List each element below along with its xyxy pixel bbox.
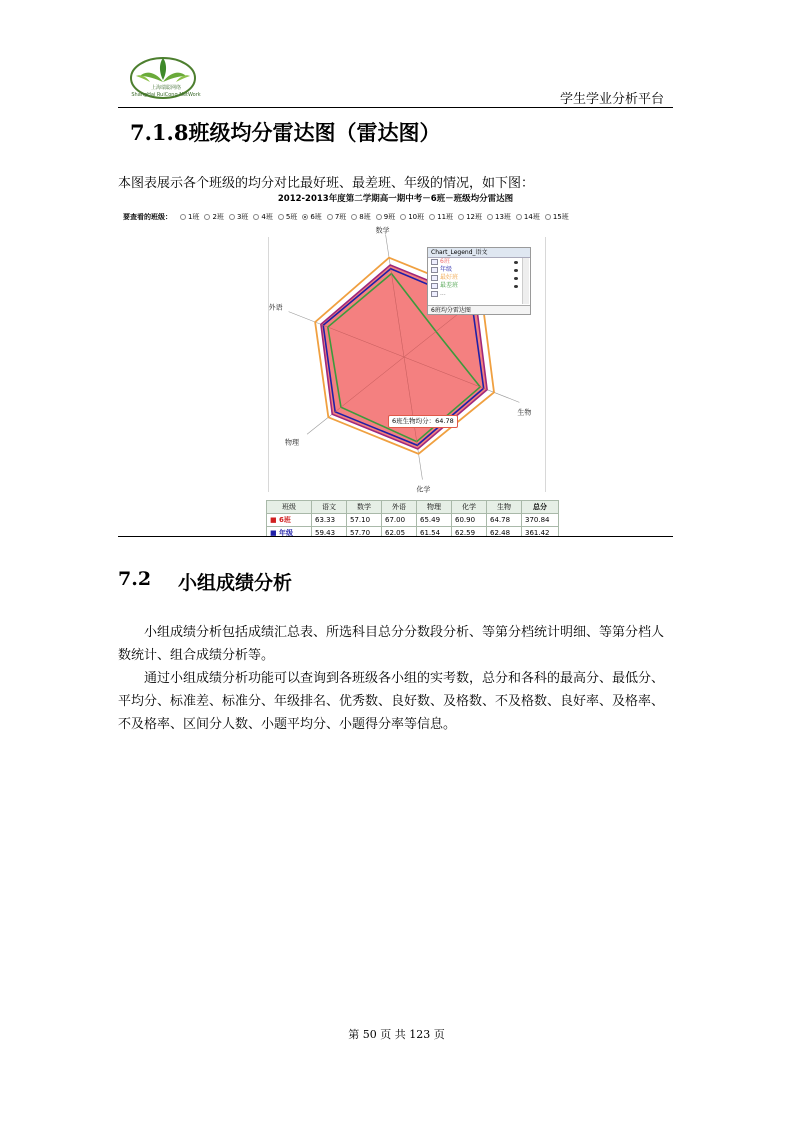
visibility-icon[interactable] <box>514 277 518 280</box>
axis-label: 数学 <box>375 226 390 235</box>
page-footer: 第 50 页 共 123 页 <box>348 1028 445 1041</box>
class-selector-label: 要查看的班级： <box>123 213 172 221</box>
legend-item[interactable] <box>428 266 530 274</box>
screenshot-bottom-rule <box>118 536 673 537</box>
class-option-label: 15班 <box>552 213 569 221</box>
legend-item-label: 6班 <box>440 258 450 265</box>
section2-number: 7.2 <box>118 568 152 590</box>
table-cell: 65.49 <box>417 514 452 527</box>
paragraph-2-text: 通过小组成绩分析功能可以查询到各班级各小组的实考数，总分和各科的最高分、最低分、平均分、标准差、标准分、年级排名、优秀数、良好数、及格数、不及格数、良好率、及格率、不及格率、区间分人数、小题平均分、小题得分率等信息。 <box>118 671 665 732</box>
table-cell: 62.59 <box>452 527 487 538</box>
chart-legend <box>427 247 531 315</box>
table-header-cell: 班级 <box>267 501 312 514</box>
legend-item[interactable] <box>428 290 530 298</box>
legend-item-label: 最差班 <box>440 282 459 289</box>
table-cell: 59.43 <box>312 527 347 538</box>
table-header-cell: 物理 <box>417 501 452 514</box>
legend-header: Chart_Legend_语文 <box>428 248 530 258</box>
table-cell: 61.54 <box>417 527 452 538</box>
table-header-cell: 语文 <box>312 501 347 514</box>
legend-item[interactable] <box>428 258 530 266</box>
series-icon <box>431 275 438 281</box>
class-option-label: 14班 <box>523 213 540 221</box>
legend-item-label: 年级 <box>440 266 453 273</box>
class-option-label: 6班 <box>310 213 322 221</box>
section2-title: 小组成绩分析 <box>178 572 293 594</box>
axis-label: 化学 <box>416 485 431 494</box>
series-icon <box>431 267 438 273</box>
axis-label: 外语 <box>268 303 283 312</box>
class-option-label: 8班 <box>359 213 371 221</box>
class-option-label: 12班 <box>466 213 482 221</box>
axis-label: 物理 <box>285 438 300 447</box>
section-title: 7.1.8班级均分雷达图（雷达图） <box>130 120 441 145</box>
legend-footer: 6班均分雷达图 <box>428 305 530 314</box>
logo-subtitle: ShangHai RuiCong NetWork <box>131 92 201 98</box>
header-title: 学生学业分析平台 <box>560 92 665 107</box>
table-cell: ■ 年级 <box>267 527 312 538</box>
table-cell: 64.78 <box>487 514 522 527</box>
class-option-label: 7班 <box>334 213 347 221</box>
table-cell: 62.48 <box>487 527 522 538</box>
class-option-label: 10班 <box>408 213 425 221</box>
table-cell: 63.33 <box>312 514 347 527</box>
score-table <box>266 500 559 537</box>
table-header-cell: 总分 <box>522 501 559 514</box>
class-option-label: 11班 <box>437 213 454 221</box>
series-icon <box>431 291 438 297</box>
paragraph-1 <box>118 621 673 667</box>
radar-chart-screenshot <box>118 192 673 537</box>
table-cell: 370.84 <box>522 514 559 527</box>
class-option-label: 1班 <box>188 213 200 221</box>
table-header-cell: 化学 <box>452 501 487 514</box>
class-option-label: 13班 <box>494 213 511 221</box>
radar-chart <box>118 192 673 537</box>
table-header-cell: 数学 <box>347 501 382 514</box>
table-cell: 67.00 <box>382 514 417 527</box>
table-header-cell: 外语 <box>382 501 417 514</box>
table-cell: 57.10 <box>347 514 382 527</box>
visibility-icon[interactable] <box>514 285 518 288</box>
chart-title: 2012-2013年度第二学期高一期中考－6班－班级均分雷达图 <box>277 194 514 204</box>
legend-scrollbar[interactable] <box>522 258 529 304</box>
table-cell: 62.05 <box>382 527 417 538</box>
visibility-icon[interactable] <box>514 269 518 272</box>
table-cell: 361.42 <box>522 527 559 538</box>
logo-name: 上海瑞聪网络 <box>150 85 181 91</box>
class-option-label: 9班 <box>383 213 396 221</box>
class-option-label: 4班 <box>261 213 273 221</box>
visibility-icon[interactable] <box>514 261 518 264</box>
header-rule <box>118 107 673 108</box>
legend-item[interactable] <box>428 282 530 290</box>
axis-label: 生物 <box>517 408 532 417</box>
table-cell: 57.70 <box>347 527 382 538</box>
series-icon <box>431 283 438 289</box>
class-option-label: 5班 <box>285 213 298 221</box>
table-header-cell: 生物 <box>487 501 522 514</box>
paragraph-1-text: 小组成绩分析包括成绩汇总表、所选科目总分分数段分析、等第分档统计明细、等第分档人数统计、组合成绩分析等。 <box>118 625 665 663</box>
legend-item-label: ... <box>440 290 446 297</box>
legend-item-label: 最好班 <box>440 274 459 281</box>
table-cell: 60.90 <box>452 514 487 527</box>
intro-text: 本图表展示各个班级的均分对比最好班、最差班、年级的情况，如下图： <box>118 176 535 191</box>
class-option-label: 2班 <box>212 213 224 221</box>
table-row <box>267 514 559 527</box>
legend-item[interactable] <box>428 274 530 282</box>
series-icon <box>431 259 438 265</box>
table-cell: ■ 6班 <box>267 514 312 527</box>
tooltip: 6班生物均分：64.78 <box>388 415 458 428</box>
class-option-label: 3班 <box>236 213 249 221</box>
table-header-row <box>267 501 559 514</box>
paragraph-2 <box>118 667 673 736</box>
